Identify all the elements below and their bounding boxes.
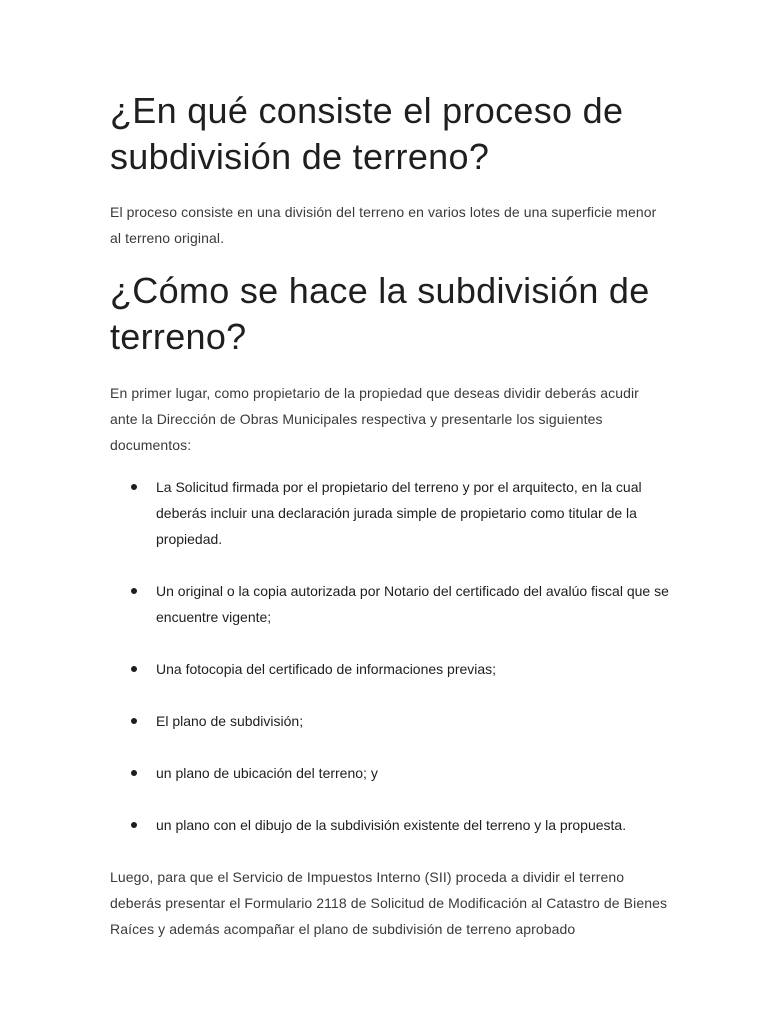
closing-paragraph: Luego, para que el Servicio de Impuestos Interno (SII) proceda a dividir el terreno deberás presentar el Formulario 2118 de Solicitud de Modificación al Catastro de Bienes Raíces y además acompañar el plano de subdivisión de terreno aprobado — [110, 869, 668, 937]
list-item-text: un plano de ubicación del terreno; y — [156, 765, 378, 781]
list-item-text: El plano de subdivisión; — [156, 713, 304, 729]
list-item — [110, 474, 670, 552]
list-item-text: La Solicitud firmada por el propietario del terreno y por el arquitecto, en la cual deberás incluir una declaración jurada simple de propietario como titular de la propiedad. — [156, 479, 642, 547]
list-item — [110, 708, 670, 734]
list-item — [110, 760, 670, 786]
list-item — [110, 656, 670, 682]
bullet-icon — [131, 666, 137, 672]
bullet-icon — [131, 484, 137, 490]
heading-subdivision-process: ¿En qué consiste el proceso de subdivisión de terreno? — [110, 90, 624, 177]
article — [110, 88, 670, 942]
how-paragraph: En primer lugar, como propietario de la propiedad que deseas dividir deberás acudir ante la Dirección de Obras Municipales respectiva y presentarle los siguientes documentos: — [110, 385, 639, 453]
list-item-text: un plano con el dibujo de la subdivisión existente del terreno y la propuesta. — [156, 817, 627, 833]
list-item — [110, 812, 670, 838]
list-item — [110, 578, 670, 630]
list-item-text: Una fotocopia del certificado de informaciones previas; — [156, 661, 497, 677]
heading-how-to-subdivide: ¿Cómo se hace la subdivisión de terreno? — [110, 270, 650, 357]
bullet-icon — [131, 822, 137, 828]
documents-list — [110, 474, 670, 838]
intro-paragraph: El proceso consiste en una división del terreno en varios lotes de una superficie menor al terreno original. — [110, 204, 657, 246]
bullet-icon — [131, 718, 137, 724]
bullet-icon — [131, 588, 137, 594]
list-item-text: Un original o la copia autorizada por Notario del certificado del avalúo fiscal que se encuentre vigente; — [156, 583, 669, 625]
bullet-icon — [131, 770, 137, 776]
